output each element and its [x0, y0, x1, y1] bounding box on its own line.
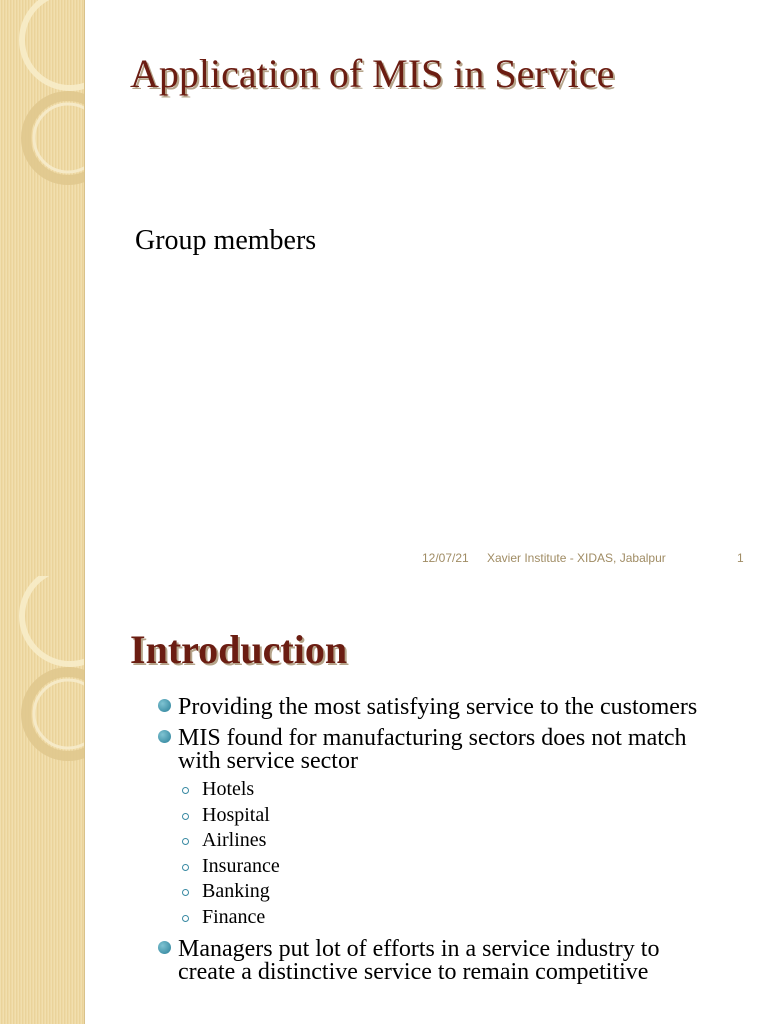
ring-bullet-icon: [182, 889, 189, 896]
slide-2: [0, 576, 768, 1024]
ring-bullet-icon: [182, 787, 189, 794]
sub-list-item: [182, 828, 718, 854]
footer-page-number: 1: [737, 551, 744, 565]
sub-item-text: Airlines: [202, 829, 267, 851]
sub-list-item: [182, 777, 718, 803]
sub-bullet-list: [182, 777, 718, 930]
ring-bullet-icon: [182, 864, 189, 871]
sub-item-text: Insurance: [202, 854, 280, 877]
sub-list-item: [182, 803, 718, 829]
list-item: [158, 938, 718, 984]
ring-bullet-icon: [182, 813, 189, 820]
sub-item-text: Banking: [202, 880, 270, 902]
list-item: [158, 696, 718, 719]
footer-date: 12/07/21: [422, 551, 469, 565]
bullet-dot-icon: [158, 941, 171, 954]
bullet-text: Managers put lot of efforts in a service industry to create a distinctive service to remain competitive: [178, 936, 660, 985]
sub-item-text: Hotels: [202, 778, 255, 800]
ring-bullet-icon: [182, 915, 189, 922]
bullet-dot-icon: [158, 699, 171, 712]
decorative-side-panel: [0, 0, 85, 576]
decorative-rings-icon: [0, 0, 84, 576]
slide-title: Introduction: [130, 627, 348, 672]
sub-list-item: [182, 905, 718, 931]
bullet-text: MIS found for manufacturing sectors does not match with service sector: [178, 725, 687, 774]
decorative-side-panel: [0, 576, 85, 1024]
bullet-list: [158, 696, 718, 992]
sub-item-text: Hospital: [202, 803, 270, 826]
sub-list-item: [182, 854, 718, 880]
bullet-text: Providing the most satisfying service to the customers: [178, 694, 698, 720]
slide-title: Application of MIS in Service: [130, 51, 615, 96]
ring-bullet-icon: [182, 838, 189, 845]
slide-subtitle: Group members: [135, 225, 317, 256]
sub-item-text: Finance: [202, 905, 266, 928]
footer-organization: Xavier Institute - XIDAS, Jabalpur: [487, 551, 666, 565]
list-item: [158, 727, 718, 930]
bullet-dot-icon: [158, 730, 171, 743]
sub-list-item: [182, 879, 718, 905]
decorative-rings-icon: [0, 576, 84, 1024]
